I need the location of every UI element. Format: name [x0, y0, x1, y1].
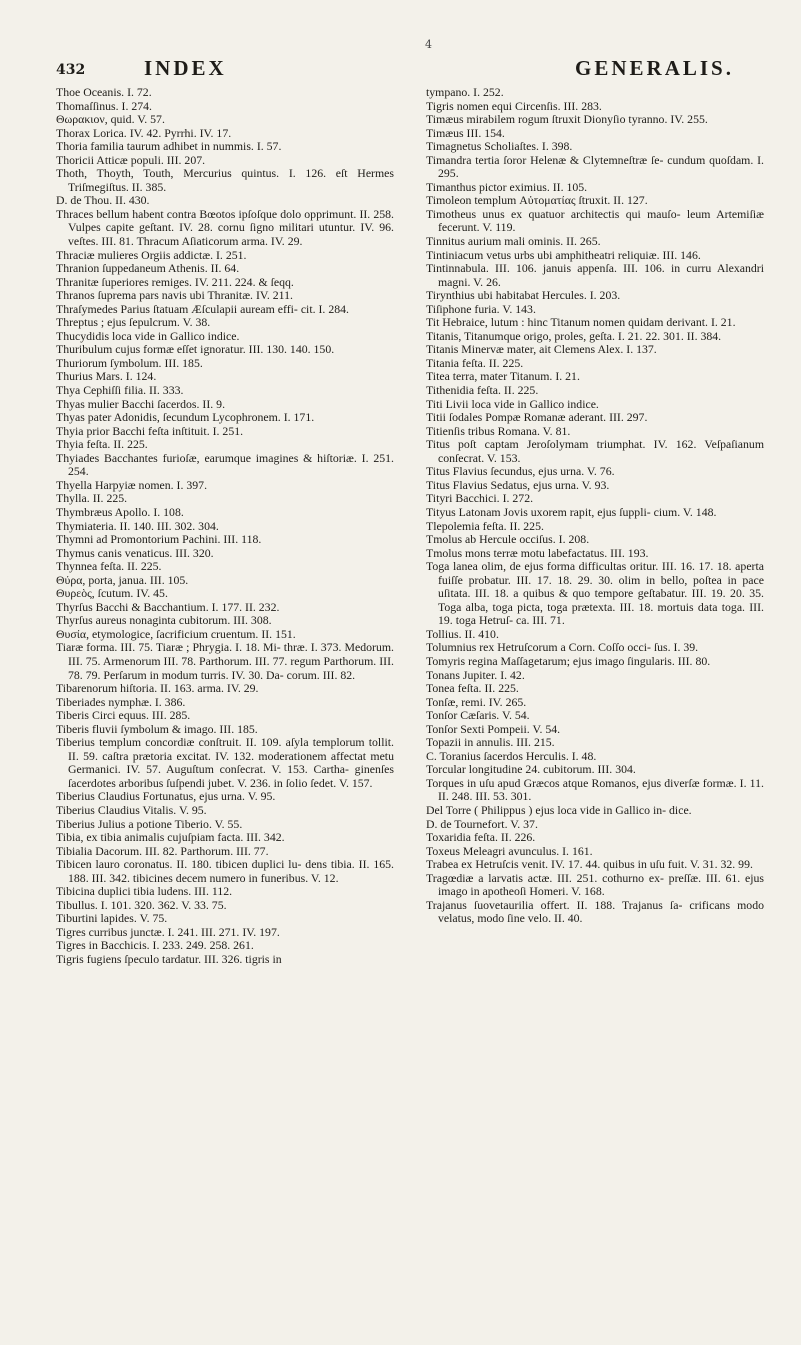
index-entry: Titea terra, mater Titanum. I. 21. — [426, 369, 580, 384]
index-entry: Tiberius Julius a potione Tiberio. V. 55. — [56, 816, 243, 831]
left-column — [56, 86, 394, 967]
index-entry: D. de Thou. II. 430. — [56, 193, 150, 208]
running-header — [56, 56, 756, 82]
index-entry: Tityri Bacchici. I. 272. — [426, 491, 534, 506]
index-entry: Timanthus pictor eximius. II. 105. — [426, 179, 588, 194]
index-entry: Thomaſſinus. I. 274. — [56, 98, 153, 113]
index-entry: Tmolus ab Hercule occiſus. I. 208. — [426, 532, 590, 547]
index-entry: Trabea ex Hetruſcis venit. IV. 17. 44. quibus in uſu fuit. V. 31. 32. 99. — [426, 857, 753, 872]
index-entry: Tiſiphone furia. V. 143. — [426, 301, 536, 316]
index-entry: Titus poſt captam Jeroſolymam triumphat. IV. 162. Veſpaſianum conſecrat. V. 153. — [426, 437, 764, 465]
index-entry: Threptus ; ejus ſepulcrum. V. 38. — [56, 315, 211, 330]
index-entry: Tonea feſta. II. 225. — [426, 681, 519, 696]
index-entry: Thraſymedes Parius ſtatuam Æſculapii auream effi- cit. I. 284. — [56, 301, 349, 316]
index-entry: Torcular longitudine 24. cubitorum. III. 304. — [426, 762, 636, 777]
index-entry: Tragœdiæ a larvatis actæ. III. 251. cothurno ex- preſſæ. III. 61. ejus imago in apotheoſi Homeri. V. 168. — [426, 870, 764, 899]
index-entry: C. Toranius ſacerdos Herculis. I. 48. — [426, 748, 597, 763]
index-entry: Tibialia Dacorum. III. 82. Parthorum. III. 77. — [56, 843, 269, 858]
index-entry: Thymbræus Apollo. I. 108. — [56, 504, 184, 519]
page-number: 432 — [56, 62, 86, 78]
index-entry: Thuriorum ſymbolum. III. 185. — [56, 355, 203, 370]
index-entry: Thyas pater Adonidis, ſecundum Lycophronem. I. 171. — [56, 410, 315, 425]
index-entry: Timoleon templum Αὐτοματίας ſtruxit. II. 127. — [426, 193, 648, 208]
index-entry: Tlepolemia feſta. II. 225. — [426, 518, 544, 533]
index-entry: Titanis Minervæ mater, ait Clemens Alex. I. 137. — [426, 342, 657, 357]
index-entry: Tiaræ forma. III. 75. Tiaræ ; Phrygia. I. 18. Mi- thræ. I. 373. Medorum. III. 75. Armenorum III. 78. Parthorum. III. 77. regum Parthorum. III. 78. 79. Perſarum in modum turris. IV. 30. Da- corum. III. 82. — [56, 640, 394, 682]
index-entry: Thoth, Thoyth, Touth, Mercurius quintus. I. 126. eſt Hermes Triſmegiſtus. II. 385. — [56, 166, 394, 194]
index-entry: Tityus Latonam Jovis uxorem rapit, ejus ſuppli- cium. V. 148. — [426, 504, 717, 519]
index-entry: Tinnitus aurium mali ominis. II. 265. — [426, 234, 601, 249]
right-column — [426, 86, 764, 926]
index-entry: Thylla. II. 225. — [56, 491, 128, 506]
index-entry: Tintiniacum vetus urbs ubi amphitheatri reliquiæ. III. 146. — [426, 247, 701, 262]
index-entry: Titii ſodales Pompæ Romanæ aderant. III. 297. — [426, 410, 648, 425]
index-entry: Thyrſus aureus nonaginta cubitorum. III. 308. — [56, 613, 272, 628]
index-entry: Thya Cephiſſi filia. II. 333. — [56, 383, 184, 398]
index-entry: Tirynthius ubi habitabat Hercules. I. 203. — [426, 288, 621, 303]
index-entry: D. de Tournefort. V. 37. — [426, 816, 538, 831]
index-entry: Titanis, Titanumque origo, proles, geſta. I. 21. 22. 301. II. 384. — [426, 328, 722, 343]
index-entry: Thyia prior Bacchi feſta inſtituit. I. 251. — [56, 423, 244, 438]
index-entry: Tibia, ex tibia animalis cujuſpiam facta. III. 342. — [56, 830, 285, 845]
index-entry: Titienſis tribus Romana. V. 81. — [426, 423, 571, 438]
index-entry: Thoe Oceanis. I. 72. — [56, 85, 152, 99]
index-entry: Thuribulum cujus formæ eſſet ignoratur. III. 130. 140. 150. — [56, 342, 335, 357]
top-signature-mark: 4 — [425, 38, 432, 51]
index-entry: Tmolus mons terræ motu labefactatus. III. 193. — [426, 545, 649, 560]
index-entry: Thyia feſta. II. 225. — [56, 437, 148, 452]
index-entry: Tollius. II. 410. — [426, 626, 499, 641]
index-entry: Timotheus unus ex quatuor architectis qui mauſo- leum Artemiſiæ fecerunt. V. 119. — [426, 206, 764, 235]
running-title: INDEX GENERALIS. — [144, 56, 734, 80]
index-entry: Thyas mulier Bacchi ſacerdos. II. 9. — [56, 396, 226, 411]
index-entry: Thraces bellum habent contra Bœotos ipſoſque dolo opprimunt. II. 258. Vulpes capite geſtant. IV. 28. cornu ſigno militari utuntur. IV. 96. veſtes. III. 81. Thracum Aſiaticorum arma. IV. 29. — [56, 206, 394, 249]
index-entry: Tigris fugiens ſpeculo tardatur. III. 326. tigris in — [56, 952, 282, 966]
index-entry: Tibullus. I. 101. 320. 362. V. 33. 75. — [56, 897, 227, 912]
index-entry: Thynnea feſta. II. 225. — [56, 559, 162, 574]
index-entry: Thoria familia taurum adhibet in nummis. I. 57. — [56, 139, 282, 154]
index-entry: Thranion ſuppedaneum Athenis. II. 64. — [56, 261, 240, 276]
index-entry: Timandra tertia ſoror Helenæ & Clytemneſtræ ſe- cundum quoſdam. I. 295. — [426, 152, 764, 181]
index-entry: Del Torre ( Philippus ) ejus loca vide in Gallico in- dice. — [426, 802, 692, 817]
index-entry: Tiberiades nymphæ. I. 386. — [56, 694, 186, 709]
index-entry: Trajanus ſuovetaurilia offert. II. 188. Trajanus ſa- crificans modo velatus, modo ſine velo. II. 40. — [426, 897, 764, 926]
index-entry: Toxaridia feſta. II. 226. — [426, 830, 536, 845]
index-entry: tympano. I. 252. — [426, 85, 504, 99]
index-entry: Thymus canis venaticus. III. 320. — [56, 545, 214, 560]
index-entry: Tiberius Claudius Vitalis. V. 95. — [56, 802, 207, 817]
index-entry: Thranos ſuprema pars navis ubi Thranitæ. IV. 211. — [56, 288, 293, 303]
index-entry: Topazii in annulis. III. 215. — [426, 735, 555, 750]
index-entry: Tonſæ, remi. IV. 265. — [426, 694, 527, 709]
index-entry: Titi Livii loca vide in Gallico indice. — [426, 396, 599, 411]
index-entry: Thyella Harpyiæ nomen. I. 397. — [56, 477, 208, 492]
index-entry: Thyrſus Bacchi & Bacchantium. I. 177. II. 232. — [56, 599, 280, 614]
index-entry: Thucydidis loca vide in Gallico indice. — [56, 328, 240, 343]
index-entry: Thoricii Atticæ populi. III. 207. — [56, 152, 206, 167]
index-entry: Timæus mirabilem rogum ſtruxit Dionyſio tyranno. IV. 255. — [426, 112, 708, 127]
index-entry: Θυσία, etymologice, ſacrificium cruentum. II. 151. — [56, 626, 296, 641]
index-entry: Thranitæ ſuperiores remiges. IV. 211. 224. & ſeqq. — [56, 274, 294, 289]
index-entry: Tigres in Bacchicis. I. 233. 249. 258. 261. — [56, 938, 254, 953]
index-entry: Tigris nomen equi Circenſis. III. 283. — [426, 98, 602, 113]
index-entry: Titus Flavius Sedatus, ejus urna. V. 93. — [426, 477, 610, 492]
index-entry: Toga lanea olim, de ejus forma difficultas oritur. III. 16. 17. 18. aperta fuiſſe probatur. III. 17. 18. 29. 30. olim in bello, poſtea in pace uſitata. III. 18. a quibus & quo tempore geſtabatur. III. 19. 20. 35. Toga alba, toga picta, toga prætexta. III. 18. mortuis data toga. III. 19. toga Hetruſ- ca. III. 71. — [426, 559, 764, 628]
index-entry: Tiberis fluvii ſymbolum & imago. III. 185. — [56, 721, 258, 736]
index-entry: Tibarenorum hiſtoria. II. 163. arma. IV. 29. — [56, 681, 259, 696]
index-entry: Θυρεὸς, ſcutum. IV. 45. — [56, 586, 168, 601]
index-entry: Timagnetus Scholiaſtes. I. 398. — [426, 139, 573, 154]
index-entry: Tithenidia feſta. II. 225. — [426, 383, 539, 398]
index-entry: Tolumnius rex Hetruſcorum a Corn. Coſſo occi- ſus. I. 39. — [426, 640, 699, 655]
index-entry: Tonans Jupiter. I. 42. — [426, 667, 525, 682]
index-entry: Tigres curribus junctæ. I. 241. III. 271. IV. 197. — [56, 924, 280, 939]
index-entry: Tiburtini lapides. V. 75. — [56, 911, 168, 926]
index-entry: Toxeus Meleagri avunculus. I. 161. — [426, 843, 593, 858]
index-entry: Tomyris regina Maſſagetarum; ejus imago ſingularis. III. 80. — [426, 653, 711, 668]
index-entry: Thurius Mars. I. 124. — [56, 369, 157, 384]
index-entry: Thraciæ mulieres Orgiis addictæ. I. 251. — [56, 247, 247, 262]
index-entry: Tibicina duplici tibia ludens. III. 112. — [56, 884, 233, 899]
index-entry: Tonſor Cæſaris. V. 54. — [426, 708, 530, 723]
index-entry: Tiberius Claudius Fortunatus, ejus urna. V. 95. — [56, 789, 276, 804]
index-entry: Tiberis Circi equus. III. 285. — [56, 708, 191, 723]
index-entry: Tiberius templum concordiæ conſtruit. II. 109. aſyla templorum tollit. II. 59. caſtra prætoria excitat. IV. 132. moderationem affectat metu Germanici. IV. 57. Auguſtum conſecrat. V. 153. Cartha- ginenſes ſacerdotes arboribus ſuſpendi jubet. V. 236. in ſolio ſedet. V. 157. — [56, 735, 394, 790]
index-entry: Θύρα, porta, janua. III. 105. — [56, 572, 189, 587]
index-entry: Tibicen lauro coronatus. II. 180. tibicen duplici lu- dens tibia. II. 165. 188. III. 342. tibicines decem numero in funeribus. V. 12. — [56, 857, 394, 885]
index-entry: Tonſor Sexti Pompeii. V. 54. — [426, 721, 561, 736]
index-entry: Timæus III. 154. — [426, 125, 505, 140]
index-entry: Tit Hebraice, lutum : hinc Titanum nomen quidam derivant. I. 21. — [426, 315, 736, 330]
index-entry: Tintinnabula. III. 106. januis appenſa. III. 106. in curru Alexandri magni. V. 26. — [426, 261, 764, 289]
index-entry: Thorax Lorica. IV. 42. Pyrrhi. IV. 17. — [56, 125, 232, 140]
index-entry: Θωρακιον, quid. V. 57. — [56, 112, 165, 127]
index-entry: Torques in uſu apud Græcos atque Romanos, ejus diverſæ formæ. I. 11. II. 248. III. 53. 301. — [426, 775, 764, 804]
index-entry: Titus Flavius ſecundus, ejus urna. V. 76. — [426, 464, 615, 479]
index-entry: Thyiades Bacchantes furioſæ, earumque imagines & hiſtoriæ. I. 251. 254. — [56, 450, 394, 479]
index-entry: Thymiateria. II. 140. III. 302. 304. — [56, 518, 219, 533]
index-entry: Titania feſta. II. 225. — [426, 355, 524, 370]
index-entry: Thymni ad Promontorium Pachini. III. 118. — [56, 532, 262, 547]
